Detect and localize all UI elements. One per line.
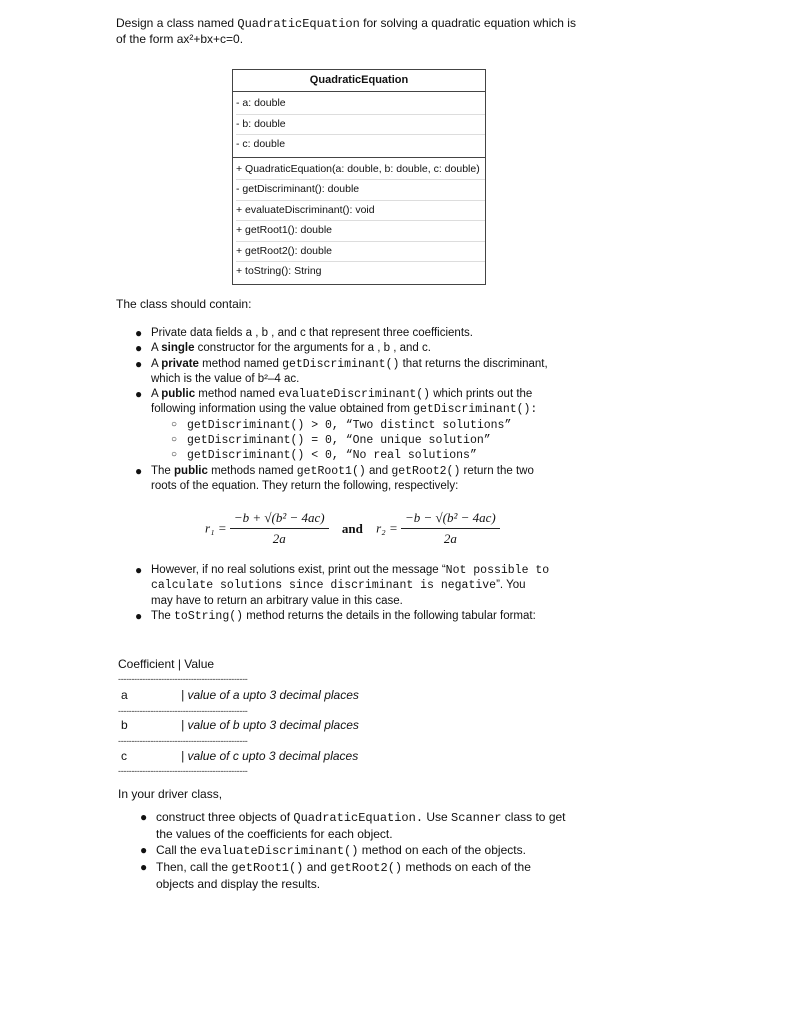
uml-method: - getDiscriminant(): double xyxy=(236,179,485,200)
and-word: and xyxy=(341,520,363,536)
uml-field: - b: double xyxy=(236,114,485,135)
bold-word: single xyxy=(161,342,195,355)
uml-methods-section xyxy=(233,157,485,284)
uml-method: + getRoot1(): double xyxy=(236,220,485,241)
case-positive xyxy=(171,418,751,433)
code-text: calculate solutions since discriminant is negative xyxy=(151,579,497,593)
bullet-icon: ● xyxy=(140,810,148,824)
bullet-text: methods on each of the xyxy=(402,860,531,874)
code-text: getDiscriminant(): xyxy=(413,403,538,417)
bullet-private-fields xyxy=(135,326,751,341)
bullet-text: Use xyxy=(423,810,452,824)
code-text: getRoot2() xyxy=(391,464,461,478)
table-divider: ------------------------------------------------ xyxy=(118,766,248,776)
bullet-icon: ● xyxy=(135,463,143,478)
intro-text: for solving a quadratic equation which is xyxy=(359,16,576,30)
bullet-call-evaluate xyxy=(140,842,756,859)
bullet-text: Private data fields a , b , and c that represent three coefficients. xyxy=(151,327,473,339)
bullet-text: A xyxy=(151,357,162,370)
bullet-text: Then, call the xyxy=(156,860,232,874)
r2-denominator: 2a xyxy=(443,531,457,546)
code-text: getRoot1() xyxy=(296,464,366,478)
r2-numerator: −b − √(b² − 4ac) xyxy=(401,510,500,529)
code-text: getDiscriminant() xyxy=(282,357,400,371)
bullet-text: The xyxy=(151,609,175,622)
uml-fields-section xyxy=(233,92,485,157)
bullet-icon: ● xyxy=(135,608,143,623)
more-bullet-list xyxy=(135,563,751,624)
table-row-value: | value of b upto 3 decimal places xyxy=(181,718,359,732)
discriminant-cases-list xyxy=(171,418,751,464)
bullet-text: methods named xyxy=(207,464,297,477)
bold-word: private xyxy=(161,357,199,370)
bullet-text: which prints out the xyxy=(430,388,533,401)
uml-field: - c: double xyxy=(236,134,485,155)
bullet-text: method on each of the objects. xyxy=(358,843,526,857)
bullet-icon: ● xyxy=(135,341,143,356)
bullet-icon: ● xyxy=(135,326,143,340)
bullet-no-real-solutions xyxy=(135,563,751,609)
case-text: getDiscriminant() < 0, “No real solutions” xyxy=(187,449,477,463)
bullet-icon: ● xyxy=(135,387,143,402)
bullet-call-roots xyxy=(140,859,756,892)
driver-bullet-list xyxy=(140,809,756,892)
bullet-text: class to get xyxy=(501,810,566,824)
uml-field: - a: double xyxy=(236,97,286,109)
bullet-text: The xyxy=(151,464,175,477)
r2-fraction xyxy=(401,510,500,547)
bullet-icon: ● xyxy=(140,843,148,857)
bullet-text: roots of the equation. They return the following, respectively: xyxy=(151,479,459,492)
code-text: evaluateDiscriminant() xyxy=(278,388,431,402)
uml-method: + evaluateDiscriminant(): void xyxy=(236,200,485,221)
root-formulas xyxy=(205,510,500,547)
uml-method: + toString(): String xyxy=(236,261,485,282)
code-text: toString() xyxy=(174,609,244,623)
bold-word: public xyxy=(161,388,196,401)
bullet-constructor xyxy=(135,341,751,356)
bullet-construct-objects xyxy=(140,809,756,842)
bullet-text: However, if no real solutions exist, print out the message “ xyxy=(151,564,446,576)
uml-class-title: QuadraticEquation xyxy=(233,70,485,92)
bullet-text: A xyxy=(151,388,162,401)
bullet-text: method returns the details in the following tabular format: xyxy=(243,609,536,622)
table-row-value: | value of c upto 3 decimal places xyxy=(181,749,359,763)
class-name-code: QuadraticEquation xyxy=(237,17,360,31)
table-header: Coefficient | Value xyxy=(118,657,215,671)
code-text: getRoot1() xyxy=(231,861,304,875)
intro-line-2: of the form ax²+bx+c=0. xyxy=(116,32,244,46)
table-row-coef: c xyxy=(121,749,127,763)
bullet-text: ”. You xyxy=(496,579,526,592)
code-text: Scanner xyxy=(451,811,502,825)
bullet-text: the values of the coefficients for each object. xyxy=(156,827,393,841)
bold-word: public xyxy=(174,464,208,477)
circle-bullet-icon: ○ xyxy=(171,435,178,447)
r1-numerator: −b + √(b² − 4ac) xyxy=(230,510,329,529)
bullet-to-string xyxy=(135,608,751,624)
driver-heading: In your driver class, xyxy=(118,787,223,801)
r1-denominator: 2a xyxy=(272,531,286,546)
bullet-icon: ● xyxy=(140,860,148,874)
circle-bullet-icon: ○ xyxy=(171,450,178,462)
contain-bullet-list xyxy=(135,326,751,494)
bullet-text: constructor for the arguments for a , b , and c. xyxy=(194,342,431,355)
uml-class-diagram xyxy=(232,69,486,285)
uml-method: + QuadraticEquation(a: double, b: double, c: double) xyxy=(236,162,480,175)
case-text: getDiscriminant() > 0, “Two distinct solutions” xyxy=(187,418,512,432)
bullet-text: method named xyxy=(195,388,279,401)
r1-label: r₁ = xyxy=(205,520,227,536)
bullet-text: may have to return an arbitrary value in this case. xyxy=(151,594,403,607)
table-divider: ------------------------------------------------ xyxy=(118,736,248,746)
contain-heading: The class should contain: xyxy=(116,297,252,311)
table-row-coef: b xyxy=(121,718,128,732)
code-text: QuadraticEquation. xyxy=(293,811,424,825)
circle-bullet-icon: ○ xyxy=(171,419,178,431)
intro-text: Design a class named xyxy=(116,16,238,30)
table-divider: ------------------------------------------------ xyxy=(118,706,248,716)
code-text: Not possible to xyxy=(445,564,550,577)
r2-label: r₂ = xyxy=(376,520,398,536)
bullet-text: construct three objects of xyxy=(156,810,294,824)
bullet-text: objects and display the results. xyxy=(156,877,321,891)
case-negative xyxy=(171,448,751,463)
bullet-text: method named xyxy=(198,357,283,370)
case-zero xyxy=(171,433,751,448)
bullet-icon: ● xyxy=(135,356,143,371)
code-text: evaluateDiscriminant() xyxy=(200,844,359,858)
intro-line-1 xyxy=(116,15,576,32)
table-divider: ------------------------------------------------ xyxy=(118,674,248,684)
bullet-text: return the two xyxy=(460,464,534,477)
bullet-text: and xyxy=(303,860,331,874)
bullet-text: following information using the value obtained from xyxy=(151,403,414,416)
bullet-get-discriminant xyxy=(135,356,751,388)
bullet-text: A xyxy=(151,342,162,355)
case-text: getDiscriminant() = 0, “One unique solution” xyxy=(187,434,491,448)
bullet-text: which is the value of b²–4 ac. xyxy=(151,372,300,385)
bullet-text: and xyxy=(365,464,392,477)
bullet-get-roots xyxy=(135,463,751,495)
bullet-text: Call the xyxy=(156,843,201,857)
bullet-text: that returns the discriminant, xyxy=(399,357,548,370)
code-text: getRoot2() xyxy=(330,861,403,875)
table-row-coef: a xyxy=(121,688,128,702)
bullet-icon: ● xyxy=(135,563,143,577)
bullet-evaluate-discriminant xyxy=(135,387,751,463)
r1-fraction xyxy=(230,510,329,547)
table-row-value: | value of a upto 3 decimal places xyxy=(181,688,359,702)
uml-method: + getRoot2(): double xyxy=(236,241,485,262)
